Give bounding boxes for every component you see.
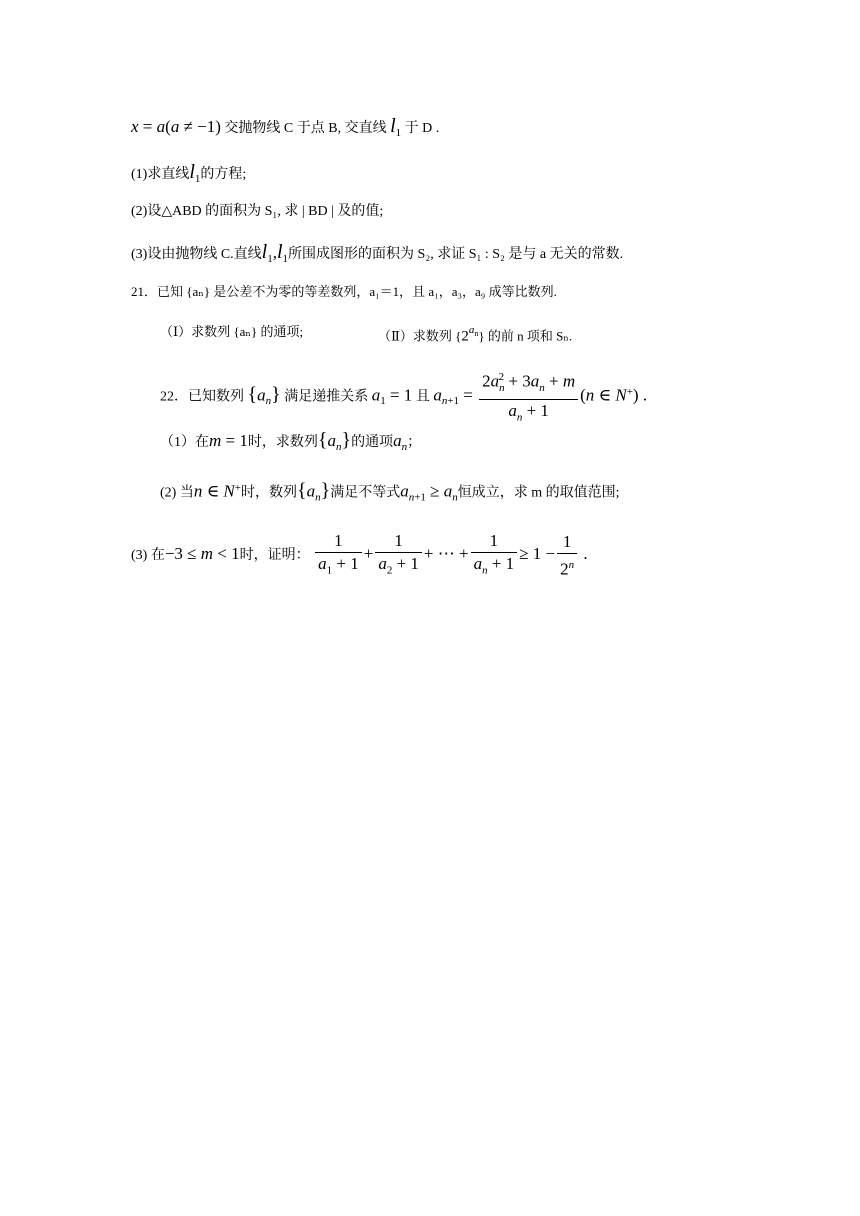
problem21-part1-text: （Ⅰ）求数列 {aₙ} 的通项; xyxy=(160,324,304,339)
fraction-1: $\frac{1}{a_1 + 1}$ xyxy=(315,530,362,581)
problem22-stem-prefix: 22．已知数列 xyxy=(160,389,244,405)
problem20-q3-suffix: 所围成图形的面积为 S₂, 求证 S₁ : S₂ 是与 a 无关的常数. xyxy=(288,247,624,262)
problem22-q1-end: ； xyxy=(407,435,422,450)
fraction-2: $\frac{1}{a_2 + 1}$ xyxy=(375,530,422,581)
problem20-q1-prefix: (1)求直线 xyxy=(131,167,190,182)
problem21-stem-text: 21．已知 {aₙ} 是公差不为零的等差数列，a₁＝1，且 a₁，a₃，a₉ 成等比数列. xyxy=(131,284,557,299)
problem20-q1-suffix: 的方程; xyxy=(200,167,247,182)
problem22-q3-prefix: (3) 在 xyxy=(131,547,165,563)
math-l1: l xyxy=(390,115,396,137)
problem20-line1-text2: 于 D . xyxy=(404,121,440,136)
problem22-q2: (2) 当n ∈ N+时，数列$\{a_n\}$满足不等式$a_{n+1} \ge a_n$恒成立，求 m 的取值范围; xyxy=(160,479,620,504)
problem20-q2-text: (2)设△ABD 的面积为 S₁, 求 | BD | 及的值; xyxy=(131,204,384,219)
problem21-stem xyxy=(131,282,557,302)
problem20-line1-text: 交抛物线 C 于点 B, 交直线 xyxy=(224,121,387,136)
problem22-stem-mid1: 满足递推关系 xyxy=(284,389,369,405)
problem22-q1: （1）在m = 1时，求数列$\{a_n\}$的通项$a_n$； xyxy=(160,429,422,453)
problem22-q1-suffix: 的通项 xyxy=(351,435,394,450)
problem21-part2-suffix: } 的前 n 项和 Sₙ. xyxy=(478,328,573,344)
problem22-q3-mid: 时，证明： xyxy=(239,547,310,563)
problem22-stem: 22．已知数列 $\{a_n\}$ 满足递推关系 $a_1 = 1$ 且 $a_{n+1}$ = $\frac{2a_n^2 + 3a_n + m}{a_n + 1}$ (n ∈ N+) . xyxy=(160,366,647,428)
problem20-q1: (1)求直线$l_1$的方程; xyxy=(131,161,247,185)
problem22-stem-mid2: 且 xyxy=(415,389,430,405)
problem22-q1-mid: 时，求数列 xyxy=(247,435,318,450)
problem22-q3: (3) 在−3 ≤ m < 1时，证明： $\frac{1}{a_1 + 1}$ + $\frac{1}{a_2 + 1}$ + ⋯ + $\frac{1}{a_n + 1}$ ≥ 1 − $\frac{1}{2^n}$ . xyxy=(131,530,588,581)
problem21-part2-prefix: （Ⅱ）求数列 { xyxy=(378,328,462,344)
problem22-q2-prefix: (2) 当 xyxy=(160,485,194,501)
problem20-line1: x = a(a ≠ −1) 交抛物线 C 于点 B, 交直线 $l_1$ 于 D . xyxy=(131,115,440,139)
problem22-q1-prefix: （1）在 xyxy=(160,435,209,450)
problem21-part1 xyxy=(160,322,303,342)
math-x-equals-a: x xyxy=(131,117,139,136)
problem22-q2-suffix: 恒成立，求 m 的取值范围; xyxy=(457,485,620,501)
problem20-q2 xyxy=(131,202,383,222)
fraction-n: $\frac{1}{a_n + 1}$ xyxy=(471,530,518,581)
problem21-part2: （Ⅱ）求数列 $\{2^{a_n}\}$ 的前 n 项和 Sₙ. xyxy=(378,324,573,345)
problem22-q2-mid2: 满足不等式 xyxy=(330,485,401,501)
problem20-q3-prefix: (3)设由抛物线 C.直线 xyxy=(131,247,262,262)
problem20-q3: (3)设由抛物线 C.直线$l_1,l_1$所围成图形的面积为 S₂, 求证 S₁ : S₂ 是与 a 无关的常数. xyxy=(131,241,624,265)
recurrence-fraction: $\frac{2a_n^2 + 3a_n + m}{a_n + 1}$ xyxy=(479,366,578,428)
fraction-2n: $\frac{1}{2^n}$ xyxy=(557,531,577,581)
problem22-q2-mid1: 时，数列 xyxy=(240,485,297,501)
